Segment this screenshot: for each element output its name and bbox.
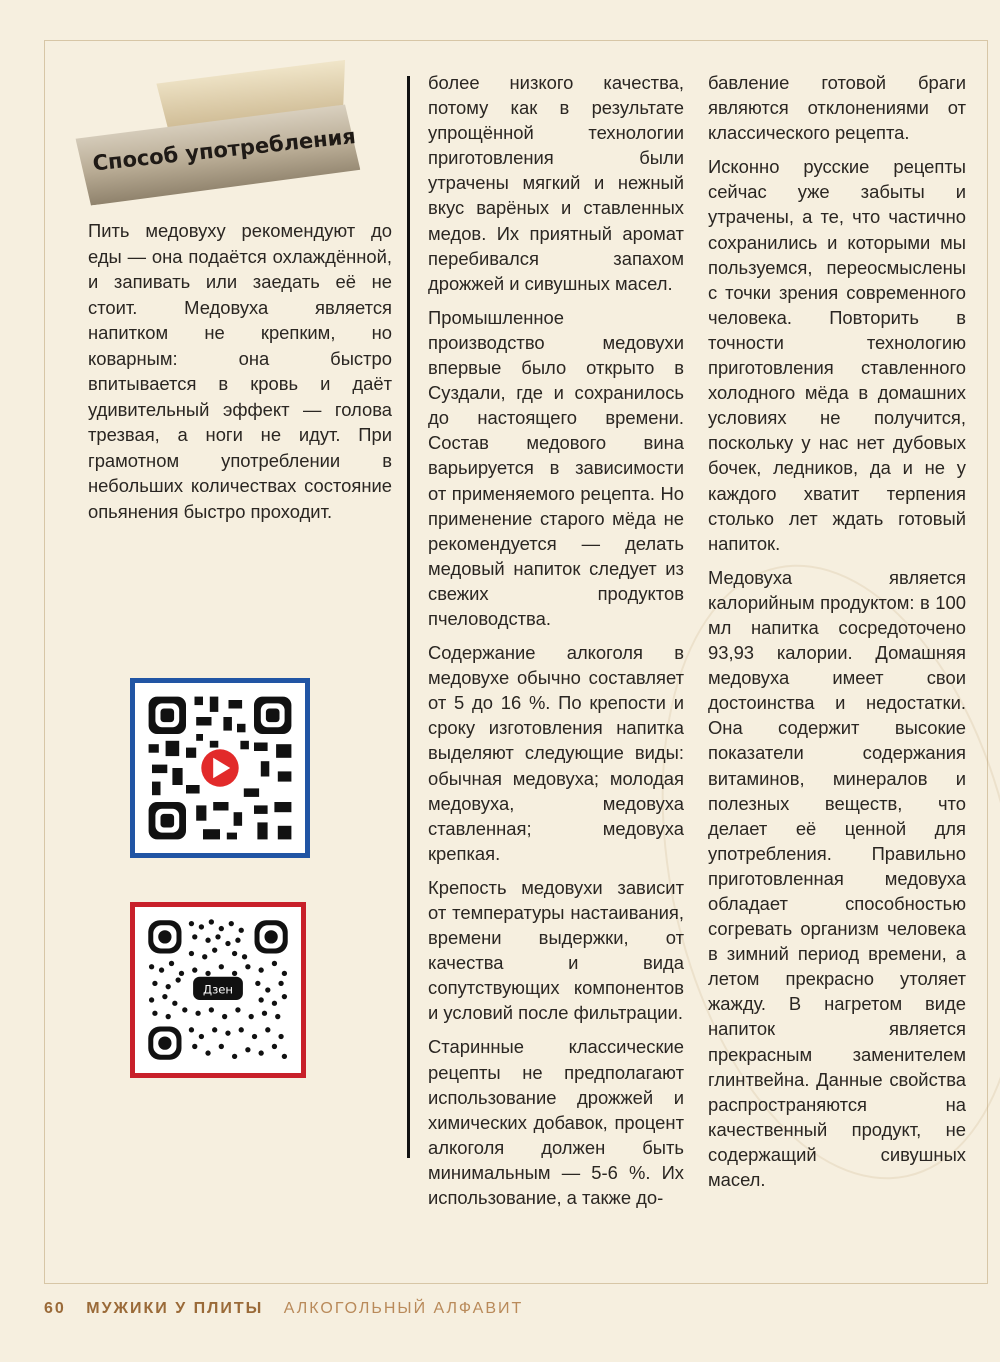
section-title: Способ употребления (91, 124, 357, 176)
youtube-qr-code[interactable] (130, 678, 310, 858)
column-2-paragraph: Старинные классические рецепты не предполагают использование дрожжей и химических добавок, процент алкоголя должен быть минимальным — 5-6 %. Их использование, а также до- (428, 1036, 684, 1209)
column-2-paragraph: Промышленное производство медовухи впервые было открыто в Суздали, где и сохранилось до настоящего времени. Состав медового вина варьируется в зависимости от применяемого рецепта. Но применение старого мёда не рекомендуется — делать медовый напиток следует из свежих продуктов пчеловодства. (428, 306, 684, 629)
column-3-paragraph: бавление готовой браги являются отклонениями от классического рецепта. (708, 72, 966, 144)
page-footer (44, 1300, 523, 1318)
left-paragraph: Пить медовуху рекомендуют до еды — она подаётся охлаждённой, и запивать или заедать её не стоит. Медовуха является напитком не крепким, но коварным: она быстро впитывается в кровь и даёт удивительный эффект — голова трезвая, а ноги не идут. При грамотном употреблении в небольших количествах состояние опьянения быстро проходит. (88, 220, 392, 522)
column-3 (708, 70, 966, 1201)
column-2-paragraph: Содержание алкоголя в медовухе обычно составляет от 5 до 16 %. По крепости и сроку изготовления напитка выделяют следующие виды: обычная медовуха; молодая медовуха, медовуха ставленная; медовуха крепкая. (428, 642, 684, 864)
column-3-paragraph: Исконно русские рецепты сейчас уже забыты и утрачены, а те, что частично сохранились и которыми мы пользуемся, переосмыслены с точки зрения современного человека. Повторить в точности технологию приготовления ставленного холодного мёда в домашних условиях не получится, поскольку у нас нет дубовых бочек, ледников, да и не у каждого хватит терпения столько лет ждать готовый напиток. (708, 156, 966, 554)
column-2 (428, 70, 684, 1219)
youtube-qr-graphic (135, 683, 305, 853)
column-3-paragraph: Медовуха является калорийным продуктом: в 100 мл напитка сосредоточено 93,93 калории. Домашняя медовуха имеет свои достоинства и недостатки. Она содержит высокие показатели содержания витаминов, минералов и полезных веществ, что делает её ценной для употребления. Правильно приготовленная медовуха обладает способностью согревать организм человека в зимний период времени, а летом прекрасно утоляет жажду. В нагретом виде напиток является прекрасным заменителем глинтвейна. Данные свойства распространяются на качественный продукт, не содержащий сивушных масел. (708, 566, 966, 1191)
section-name: АЛКОГОЛЬНЫЙ АЛФАВИТ (283, 1300, 524, 1317)
dzen-label: Дзен (203, 982, 233, 997)
dzen-qr-graphic (135, 907, 301, 1073)
column-2-paragraph: Крепость медовухи зависит от температуры настаивания, времени выдержки, от качества и вида сопутствующих компонентов и условий после фильтрации. (428, 876, 684, 1024)
column-2-paragraph: более низкого качества, потому как в результате упрощённой технологии приготовления были утрачены мягкий и нежный вкус варёных и ставленных медов. Их приятный аромат перебивался запахом дрожжей и сивушных масел. (428, 72, 684, 294)
column-divider (407, 76, 410, 1158)
magazine-name: МУЖИКИ У ПЛИТЫ (86, 1300, 264, 1317)
page-number: 60 (44, 1300, 66, 1317)
dzen-qr-code[interactable] (130, 902, 306, 1078)
